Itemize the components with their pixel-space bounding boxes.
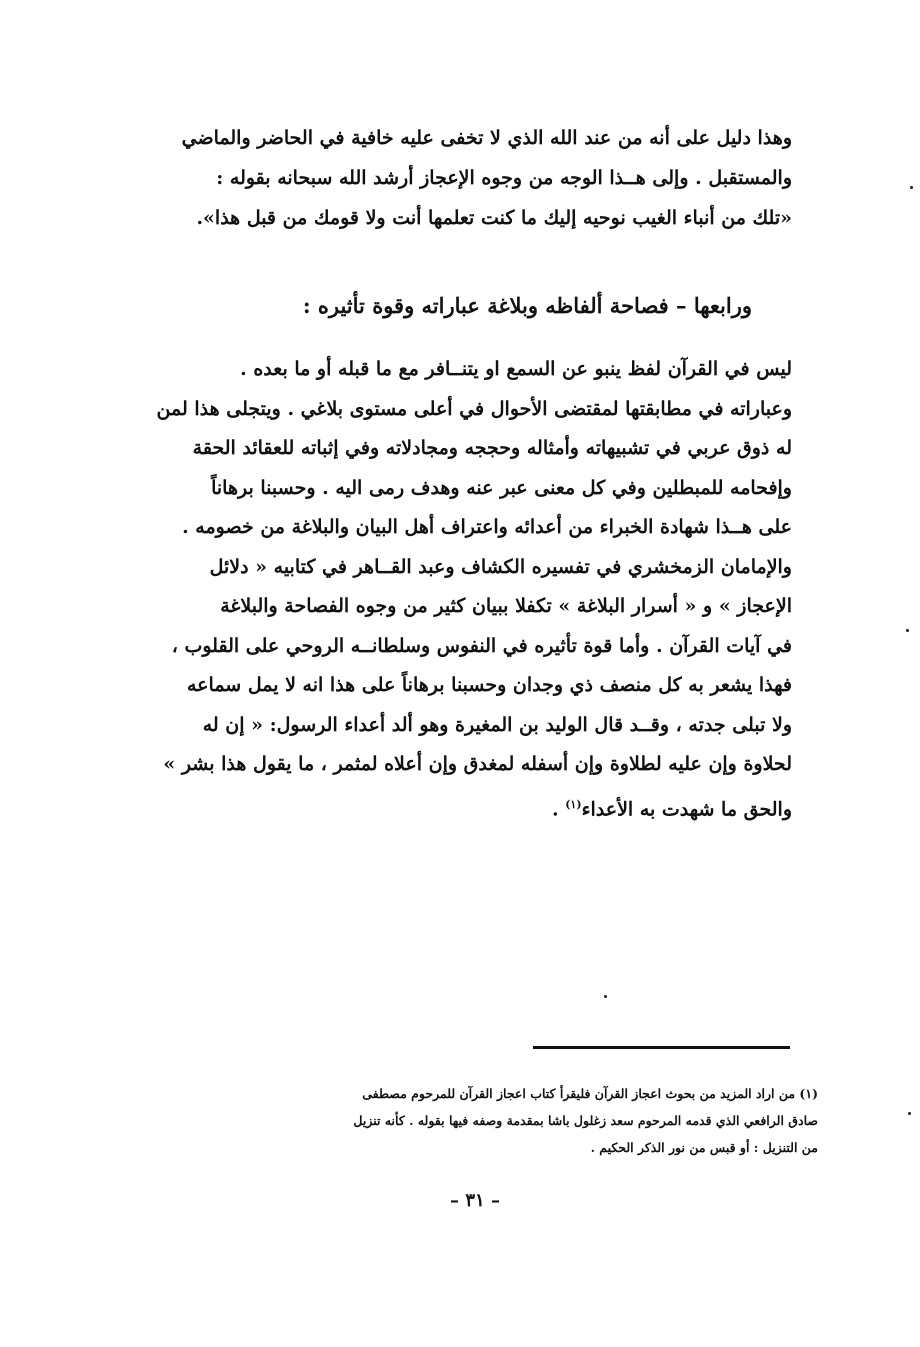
intro-line: والمستقبل . وإلى هــذا الوجه من وجوه الإعجاز أرشد الله سبحانه بقوله : — [216, 167, 792, 189]
closing-period: . — [551, 797, 566, 820]
body-line: والإمامان الزمخشري في تفسيره الكشاف وعبد القــاهر في كتابيه « دلائل — [209, 555, 792, 578]
body-line: ولا تبلى جدته ، وقــد قال الوليد بن المغيرة وهو ألد أعداء الرسول: « إن له — [202, 713, 792, 736]
body-line: ليس في القرآن لفظ ينبو عن السمع او يتنــافر مع ما قبله أو ما بعده . — [240, 358, 792, 380]
footnote-divider — [533, 1046, 790, 1049]
body-line: في آيات القرآن . وأما قوة تأثيره في النفوس وسلطانــه الروحي على القلوب ، — [171, 634, 792, 657]
body-last-line — [152, 785, 792, 825]
scan-speck — [906, 629, 909, 632]
body-line-text: والحق ما شهدت به الأعداء — [581, 797, 792, 820]
section-heading: ورابعها – فصاحة ألفاظه وبلاغة عباراته وقوة تأثيره : — [302, 293, 752, 318]
footnote-line: من التنزيل : أو قبس من نور الذكر الحكيم . — [590, 1140, 818, 1155]
body-line: فهذا يشعر به كل منصف ذي وجدان وحسبنا برهاناً على هذا انه لا يمل سماعه — [187, 674, 792, 696]
body-line: له ذوق عربي في تشبيهاته وأمثاله وحججه ومجادلاته وفي إثباته للعقائد الحقة — [192, 437, 792, 459]
footnote-reference[interactable]: (١) — [565, 797, 582, 811]
body-line: على هــذا شهادة الخبراء من أعدائه واعتراف أهل البيان والبلاغة من خصومه . — [182, 516, 792, 538]
footnote-line: (١) من اراد المزيد من بحوث اعجاز القرآن فليقرأ كتاب اعجاز القرآن للمرحوم مصطفى — [362, 1086, 818, 1101]
intro-paragraph — [152, 118, 792, 238]
intro-line: «تلك من أنباء الغيب نوحيه إليك ما كنت تعلمها أنت ولا قومك من قبل هذا». — [196, 207, 792, 229]
footnote-block — [118, 1080, 818, 1161]
body-paragraph — [152, 350, 792, 824]
page-number: – ٣١ – — [450, 1190, 500, 1211]
body-line: الإعجاز » و « أسرار البلاغة » تكفلا ببيان كثير من وجوه الفصاحة والبلاغة — [220, 595, 792, 617]
body-line: وعباراته في مطابقتها لمقتضى الأحوال في أعلى مستوى بلاغي . ويتجلى هذا لمن — [156, 397, 792, 420]
scan-speck — [910, 186, 913, 189]
intro-line: وهذا دليل على أنه من عند الله الذي لا تخفى عليه خافية في الحاضر والماضي — [181, 127, 792, 149]
footnote-line: صادق الرافعي الذي قدمه المرحوم سعد زغلول باشا بمقدمة وصفه فيها بقوله . كأنه تنزيل — [353, 1113, 818, 1128]
body-line: وإفحامه للمبطلين وفي كل معنى عبر عنه وهدف رمى اليه . وحسبنا برهاناً — [211, 476, 792, 499]
scan-speck — [908, 1112, 911, 1115]
scan-speck — [604, 995, 607, 998]
body-line: لحلاوة وإن عليه لطلاوة وإن أسفله لمغدق وإن أعلاه لمثمر ، ما يقول هذا بشر » — [163, 753, 792, 775]
